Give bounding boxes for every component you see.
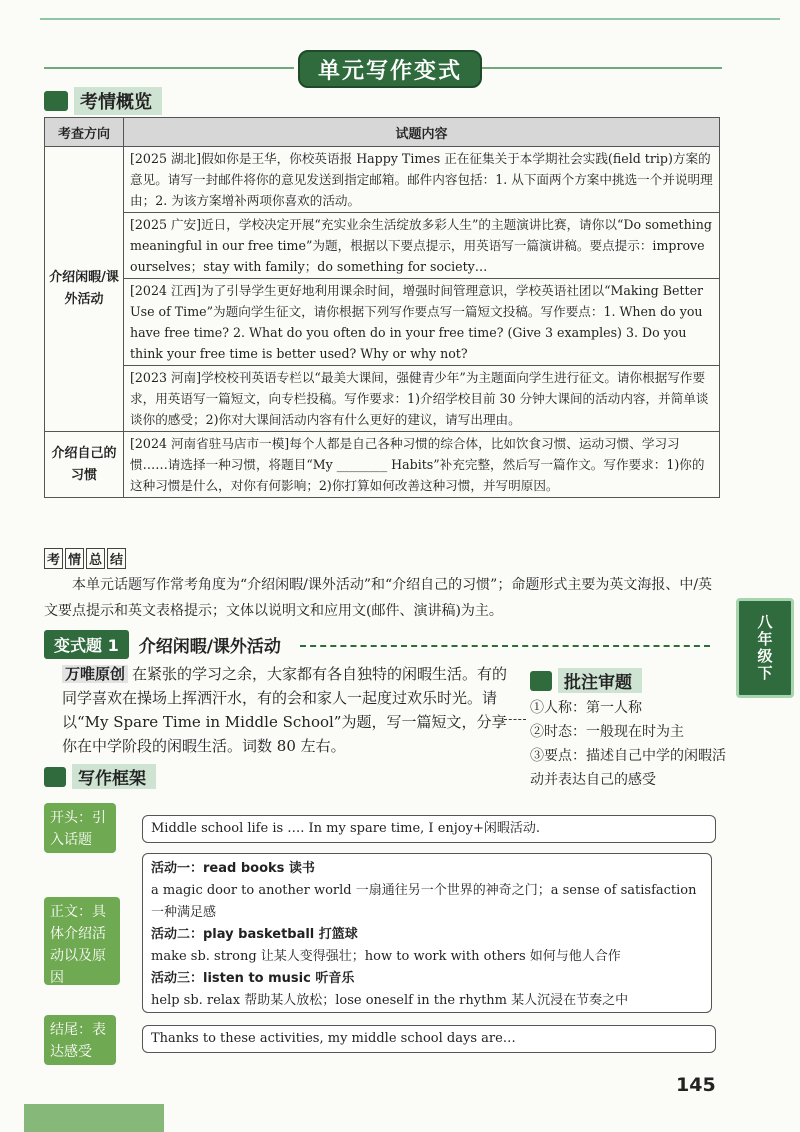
notes-header	[530, 668, 642, 693]
activity-title: 活动三：listen to music 听音乐	[151, 971, 355, 986]
content-cell: [2023 河南]学校校刊英语专栏以“最美大课间，强健青少年”为主题面向学生进行征文。请你根据写作要求，用英语写一篇短文，向专栏投稿。写作要求：1)介绍学校目前 30 分钟大课间的活动内容，并简单谈谈你的感受；2)你对大课间活动内容有什么更好的建议，请写出理由。	[124, 366, 720, 432]
grade-side-tab	[736, 598, 794, 698]
activity-title: 活动一：read books 读书	[151, 861, 315, 876]
variant-rule	[300, 645, 710, 647]
opening-content: Middle school life is …. In my spare time, I enjoy+闲暇活动.	[142, 815, 716, 843]
body-label: 正文：具体介绍活动以及原因	[44, 897, 120, 985]
prompt-tag: 万唯原创	[62, 665, 128, 683]
table-row	[45, 147, 720, 213]
summary-tag-char: 总	[86, 548, 105, 569]
prompt-text: 在紧张的学习之余，大家都有各自独特的闲暇生活。有的同学喜欢在操场上挥洒汗水，有的会和家人一起度过欢乐时光。请以“My Spare Time in Middle School”为题，写一篇短文，分享你在中学阶段的闲暇生活。词数 80 左右。	[62, 665, 508, 755]
table-row	[45, 279, 720, 366]
direction-cell: 介绍闲暇/课外活动	[45, 147, 124, 432]
pencil-icon	[530, 671, 552, 691]
variant-badge: 变式题 1	[44, 630, 129, 659]
chart-icon	[44, 91, 68, 111]
activity-detail: help sb. relax 帮助某人放松；lose oneself in the rhythm 某人沉浸在节奏之中	[151, 993, 629, 1008]
exam-table	[44, 117, 720, 498]
ending-content: Thanks to these activities, my middle school days are…	[142, 1025, 716, 1053]
writing-prompt	[62, 662, 510, 758]
ending-label: 结尾：表达感受	[44, 1015, 116, 1065]
notes-list	[530, 696, 730, 792]
table-row	[45, 213, 720, 279]
grade-label: 八年级下	[755, 614, 774, 682]
content-cell: [2024 河南省驻马店市一模]每个人都是自己各种习惯的综合体，比如饮食习惯、运动习惯、学习习惯……请选择一种习惯，将题目“My ________ Habits”补充完整，然后写一篇作文。写作要求：1)你的这种习惯是什么，对你有何影响；2)你打算如何改善这种习惯，并写明原因。	[124, 432, 720, 498]
content-cell: [2025 湖北]假如你是王华，你校英语报 Happy Times 正在征集关于本学期社会实践(field trip)方案的意见。请写一封邮件将你的意见发送到指定邮箱。邮件内容包括：1. 从下面两个方案中挑选一个并说明理由；2. 为该方案增补两项你喜欢的活动。	[124, 147, 720, 213]
table-row	[45, 432, 720, 498]
table-row	[45, 366, 720, 432]
framework-header	[44, 764, 156, 789]
note-item: ③要点：描述自己中学的闲暇活动并表达自己的感受	[530, 748, 726, 788]
direction-cell: 介绍自己的习惯	[45, 432, 124, 498]
banner-title: 单元写作变式	[317, 58, 462, 84]
col-header-content: 试题内容	[124, 118, 720, 147]
section-title: 考情概览	[74, 87, 162, 115]
annotation-arrow	[504, 719, 526, 720]
summary-text: 本单元话题写作常考角度为“介绍闲暇/课外活动”和“介绍自己的习惯”；命题形式主要为英文海报、中/英文要点提示和英文表格提示；文体以说明文和应用文(邮件、演讲稿)为主。	[44, 577, 713, 619]
body-content	[142, 853, 712, 1013]
summary-tag-char: 情	[65, 548, 84, 569]
summary-tag	[44, 548, 126, 569]
banner-rule-right	[482, 67, 722, 69]
opening-label: 开头：引入话题	[44, 803, 116, 853]
notes-title: 批注审题	[558, 668, 642, 693]
col-header-direction: 考查方向	[45, 118, 124, 147]
activity-title: 活动二：play basketball 打篮球	[151, 927, 358, 942]
activity-detail: make sb. strong 让某人变得强壮；how to work with others 如何与他人合作	[151, 949, 621, 964]
footer-decoration	[24, 1104, 164, 1132]
section-header-overview	[44, 88, 162, 114]
summary-tag-char: 结	[107, 548, 126, 569]
variant-title: 介绍闲暇/课外活动	[138, 637, 281, 657]
activity-detail: a magic door to another world 一扇通往另一个世界的神奇之门；a sense of satisfaction 一种满足感	[151, 883, 697, 920]
top-rule	[40, 0, 780, 20]
note-item: ②时态：一般现在时为主	[530, 724, 684, 740]
content-cell: [2024 江西]为了引导学生更好地利用课余时间，增强时间管理意识，学校英语社团以“Making Better Use of Time”为题向学生征文，请你根据下列写作要点写一篇短文投稿。写作要点：1. When do you have free time? 2. What do you often do in your free time? (Give 3 examples) 3. Do you think your free time is better used? Why or why not?	[124, 279, 720, 366]
variant-header	[44, 630, 281, 659]
summary-tag-char: 考	[44, 548, 63, 569]
outline-icon	[44, 767, 66, 787]
banner-rule-left	[44, 67, 294, 69]
page-number: 145	[676, 1074, 716, 1096]
table-header-row	[45, 118, 720, 147]
content-cell: [2025 广安]近日，学校决定开展“充实业余生活绽放多彩人生”的主题演讲比赛，请你以“Do something meaningful in our free time”为题，根据以下要点提示，用英语写一篇演讲稿。要点提示：improve ourselves；stay with family；do something for society…	[124, 213, 720, 279]
note-item: ①人称：第一人称	[530, 700, 642, 716]
framework-title: 写作框架	[72, 764, 156, 789]
unit-banner	[298, 50, 482, 88]
